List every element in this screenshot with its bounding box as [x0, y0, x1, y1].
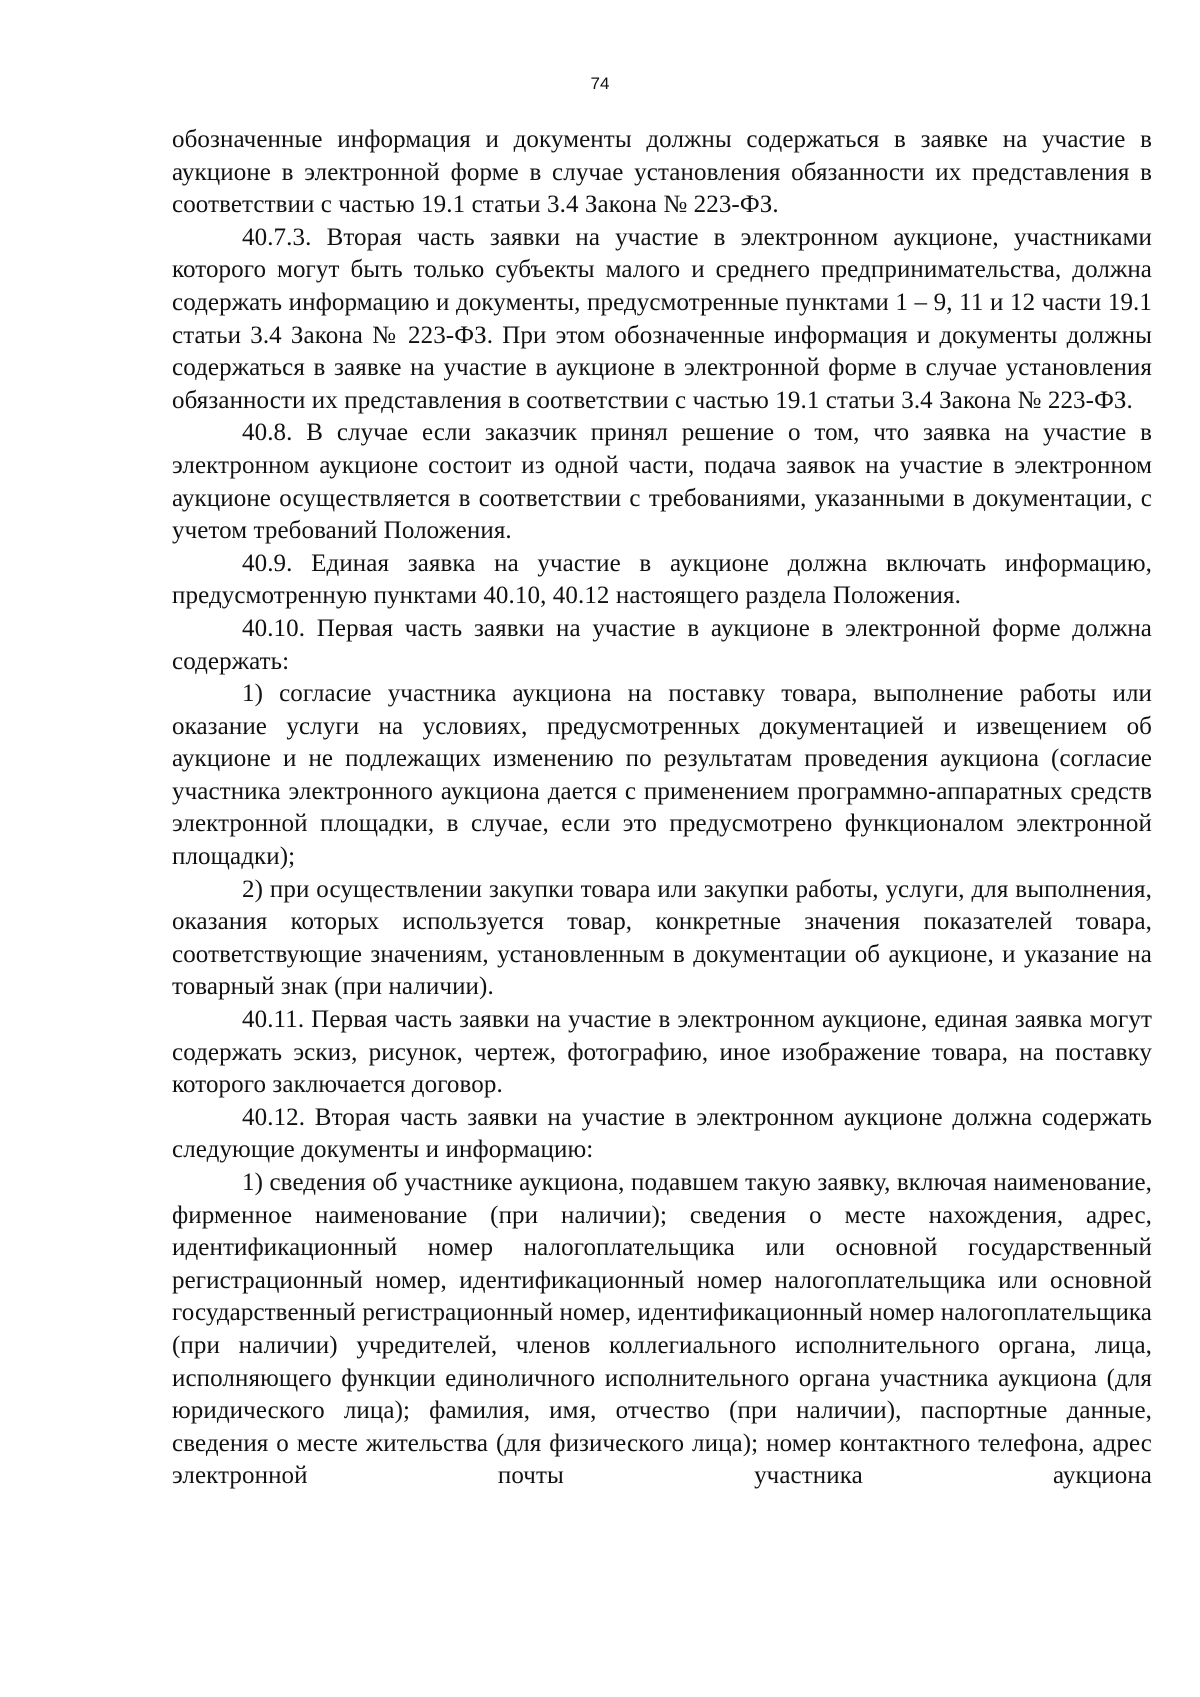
paragraph-40-11: 40.11. Первая часть заявки на участие в электронном аукционе, единая заявка могут содержать эскиз, рисунок, чертеж, фотографию, иное изображение товара, на поставку которого заключается договор. — [172, 1006, 1152, 1099]
paragraph-40-12-item-1: 1) сведения об участнике аукциона, подавшем такую заявку, включая наименование, фирменное наименование (при наличии); сведения о месте нахождения, адрес, идентификационный номер налогоплательщика или основной государственный регистрационный номер, идентификационный номер налогоплательщика или основной государственный регистрационный номер, идентификационный номер налогоплательщика (при наличии) учредителей, членов коллегиального исполнительного органа, лица, исполняющего функции единоличного исполнительного органа участника аукциона (для юридического лица); фамилия, имя, отчество (при наличии), паспортные данные, сведения о месте жительства (для физического лица); номер контактного телефона, адрес электронной почты участника аукциона — [172, 1169, 1152, 1490]
paragraph-40-10-item-2: 2) при осуществлении закупки товара или закупки работы, услуги, для выполнения, оказания которых используется товар, конкретные значения показателей товара, соответствующие значениям, установленным в документации об аукционе, и указание на товарный знак (при наличии). — [172, 875, 1152, 1001]
document-body — [172, 124, 1152, 1493]
paragraph-40-10-item-1: 1) согласие участника аукциона на поставку товара, выполнение работы или оказание услуги на условиях, предусмотренных документацией и извещением об аукционе и не подлежащих изменению по результатам проведения аукциона (согласие участника электронного аукциона дается с применением программно-аппаратных средств электронной площадки, в случае, если это предусмотрено функционалом электронной площадки); — [172, 680, 1152, 871]
page-number: 74 — [590, 74, 610, 93]
paragraph-40-8: 40.8. В случае если заказчик принял решение о том, что заявка на участие в электронном аукционе состоит из одной части, подача заявок на участие в электронном аукционе осуществляется в соответствии с требованиями, указанными в документации, с учетом требований Положения. — [172, 419, 1152, 545]
paragraph-continuation: обозначенные информация и документы должны содержаться в заявке на участие в аукционе в электронной форме в случае установления обязанности их представления в соответствии с частью 19.1 статьи 3.4 Закона № 223-ФЗ. — [172, 126, 1152, 219]
paragraph-40-12: 40.12. Вторая часть заявки на участие в электронном аукционе должна содержать следующие документы и информацию: — [172, 1103, 1152, 1164]
paragraph-40-10: 40.10. Первая часть заявки на участие в аукционе в электронной форме должна содержать: — [172, 614, 1152, 675]
paragraph-40-9: 40.9. Единая заявка на участие в аукционе должна включать информацию, предусмотренную пунктами 40.10, 40.12 настоящего раздела Положения. — [172, 549, 1152, 610]
paragraph-40-7-3: 40.7.3. Вторая часть заявки на участие в электронном аукционе, участниками которого могут быть только субъекты малого и среднего предпринимательства, должна содержать информацию и документы, предусмотренные пунктами 1 – 9, 11 и 12 части 19.1 статьи 3.4 Закона № 223-ФЗ. При этом обозначенные информация и документы должны содержаться в заявке на участие в аукционе в электронной форме в случае установления обязанности их представления в соответствии с частью 19.1 статьи 3.4 Закона № 223-ФЗ. — [172, 223, 1152, 414]
